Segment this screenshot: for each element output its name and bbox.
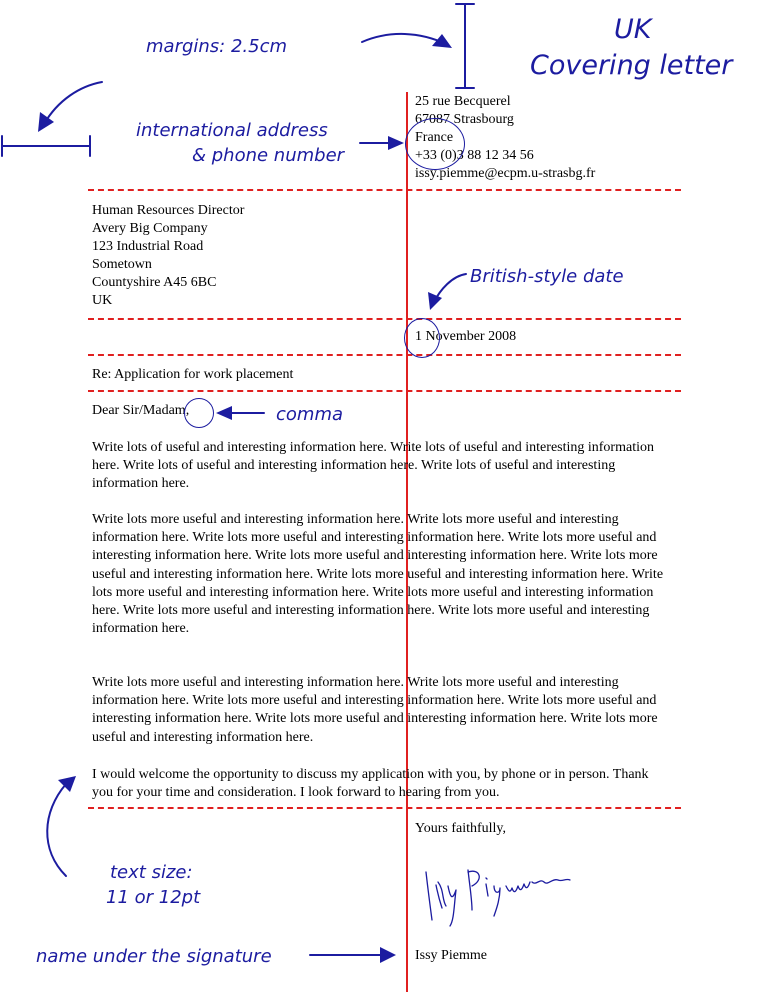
body-paragraph-1: Write lots of useful and interesting information here. Write lots of useful and interesting information here. Write lots of useful and interesting information here. Write lots of useful and interesting information here. [92,440,654,492]
text-size-arrow-icon [47,784,66,876]
annotation-british-date: British-style date [470,266,624,287]
annotation-name-under-signature: name under the signature [36,946,272,967]
body-paragraph-3: Write lots more useful and interesting information here. Write lots more useful and interesting information here. Write lots more useful and interesting information here. Write lots more useful and interesting information here. Write lots more useful and interesting information here. Write lots more useful and interesting information here. [92,675,658,745]
annotation-text-size: text size: [110,862,193,883]
recipient-county: Countyshire A45 6BC [92,275,217,290]
recipient-title: Human Resources Director [92,203,245,218]
margins-arrow-icon [362,34,446,44]
top-margin-marker [456,4,474,88]
sender-email: issy.piemme@ecpm.u-strasbg.fr [415,166,596,181]
annotation-comma: comma [276,404,344,425]
letter-closing: Yours faithfully, [415,821,507,836]
recipient-street: 123 Industrial Road [92,239,204,254]
body-paragraph-4: I would welcome the opportunity to discuss my application with you, by phone or in person. Thank you for your time and consideration. I look forward to hearing from you. [92,767,649,801]
signatory-name: Issy Piemme [415,948,487,963]
letter-salutation: Dear Sir/Madam, [92,403,190,418]
left-margin-marker [2,136,90,156]
recipient-company: Avery Big Company [92,221,208,236]
annotation-margins: margins: 2.5cm [146,36,288,57]
letter-subject: Re: Application for work placement [92,367,294,382]
sender-street: 25 rue Becquerel [415,94,511,109]
annotation-international-address: international address [136,120,328,141]
left-margin-arrow-icon [44,82,102,124]
recipient-country: UK [92,293,113,308]
sender-phone: +33 (0)3 88 12 34 56 [415,148,534,163]
annotation-text-size-value: 11 or 12pt [106,887,201,908]
sender-country: France [415,130,454,145]
body-paragraph-2: Write lots more useful and interesting information here. Write lots more useful and interesting information here. Write lots more useful and interesting information here. Write lots more useful and interesting information here. Write lots more useful and interesting information here. Write lots more useful and interesting information here. Write lots more useful and interesting information here. Write lots more useful and interesting information here. Write lots more useful and interesting information here. Write lots more useful and interesting information here. Write lots more useful and interesting information here. [92,512,664,637]
sender-city: 67087 Strasbourg [415,112,514,127]
annotation-title-covering-letter: Covering letter [530,50,733,81]
recipient-town: Sometown [92,257,152,272]
annotation-title-uk: UK [614,14,652,45]
letter-date: 1 November 2008 [415,329,517,344]
annotation-phone-number: & phone number [192,145,345,166]
